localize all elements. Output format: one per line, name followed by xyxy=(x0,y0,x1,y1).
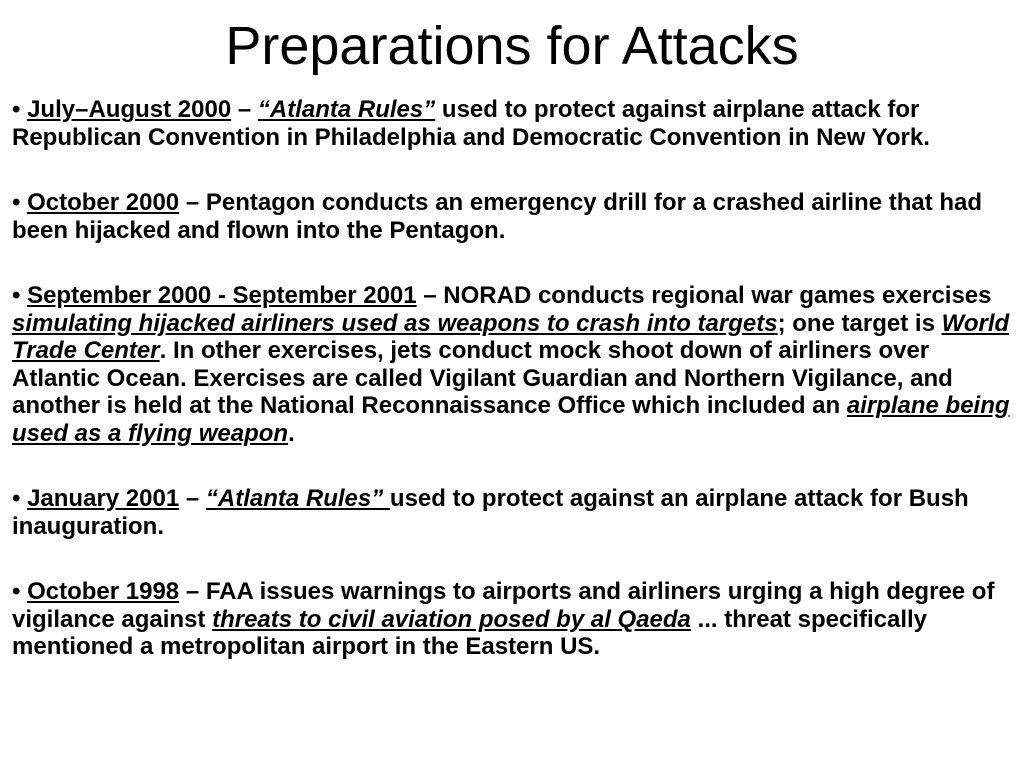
bullet-emphasis: airplane being used as a flying weapon xyxy=(12,392,1010,447)
bullet-october-2000 xyxy=(12,189,1016,244)
bullet-dot: • xyxy=(12,189,21,216)
bullet-text: ; one target is xyxy=(777,309,942,337)
bullet-text: ... threat specifically mentioned a metropolitan airport in the Eastern US. xyxy=(12,605,928,660)
bullet-date: October 2000 xyxy=(27,189,180,216)
bullet-date: September 2000 - September 2001 xyxy=(27,282,417,309)
bullet-dot: • xyxy=(12,282,21,309)
bullet-text: . In other exercises, jets conduct mock shoot down of airliners over Atlantic Ocean. Exercises are called Vigilant Guardian and Northern Vigilance, and another is held at the National Reconnaissance Office which included an xyxy=(12,337,953,419)
bullet-date: October 1998 xyxy=(27,578,180,605)
bullet-emphasis: threats to civil aviation posed by al Qaeda xyxy=(212,605,691,633)
bullet-separator: – xyxy=(179,485,206,512)
bullet-date: July–August 2000 xyxy=(27,96,232,123)
bullet-dot: • xyxy=(12,485,21,512)
bullet-emphasis: “Atlanta Rules” xyxy=(257,96,436,123)
bullet-text: – Pentagon conducts an emergency drill for a crashed airline that had been hijacked and flown into the Pentagon. xyxy=(12,189,983,244)
bullet-january-2001 xyxy=(12,485,1016,540)
bullet-text: . xyxy=(288,419,295,447)
slide-title: Preparations for Attacks xyxy=(225,16,799,76)
bullet-text: used to protect against an airplane attack for Bush inauguration. xyxy=(12,485,969,540)
bullet-july-august-2000 xyxy=(12,96,1016,151)
bullet-emphasis: simulating hijacked airliners used as weapons to crash into targets xyxy=(12,309,778,337)
bullet-text: – FAA issues warnings to airports and airliners urging a high degree of vigilance against xyxy=(12,578,995,633)
bullet-text: used to protect against airplane attack for Republican Convention in Philadelphia and Democratic Convention in New York. xyxy=(12,96,930,151)
bullet-date: January 2001 xyxy=(27,485,180,512)
bullet-dot: • xyxy=(12,96,21,123)
bullet-emphasis: “Atlanta Rules” xyxy=(205,485,390,512)
bullet-september-2000-2001 xyxy=(12,282,1016,447)
bullet-separator: – xyxy=(231,96,258,123)
bullet-list xyxy=(12,96,1016,699)
bullet-dot: • xyxy=(12,578,21,605)
bullet-october-1998 xyxy=(12,578,1016,661)
bullet-emphasis: World Trade Center xyxy=(12,309,1010,364)
bullet-text: – NORAD conducts regional war games exercises xyxy=(416,282,992,309)
